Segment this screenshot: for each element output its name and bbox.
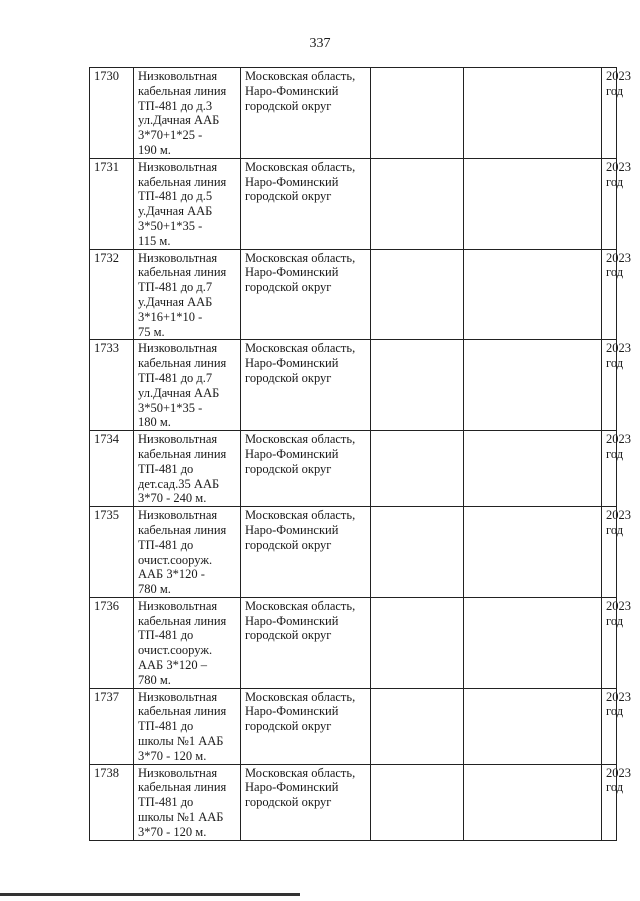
object-name: Низковольтная кабельная линия ТП-481 до школы №1 ААБ 3*70 - 120 м. [134, 764, 241, 840]
object-location: Московская область, Наро-Фоминский городской округ [241, 431, 371, 507]
object-name: Низковольтная кабельная линия ТП-481 до д.7 ул.Дачная ААБ 3*50+1*35 - 180 м. [134, 340, 241, 431]
object-location: Московская область, Наро-Фоминский городской округ [241, 688, 371, 764]
empty-cell [371, 249, 464, 340]
object-name: Низковольтная кабельная линия ТП-481 до д.3 ул.Дачная ААБ 3*70+1*25 - 190 м. [134, 68, 241, 159]
registry-table [89, 67, 631, 841]
table-row [90, 249, 617, 340]
empty-cell [371, 688, 464, 764]
empty-cell [464, 249, 602, 340]
row-number: 1735 [90, 507, 134, 598]
empty-cell [371, 507, 464, 598]
object-name: Низковольтная кабельная линия ТП-481 до д.5 у.Дачная ААБ 3*50+1*35 - 115 м. [134, 158, 241, 249]
empty-cell [371, 340, 464, 431]
object-year: 2023 год [602, 431, 617, 507]
object-location: Московская область, Наро-Фоминский городской округ [241, 507, 371, 598]
empty-cell [371, 68, 464, 159]
object-year: 2023 год [602, 597, 617, 688]
empty-cell [464, 340, 602, 431]
row-number: 1733 [90, 340, 134, 431]
empty-cell [464, 688, 602, 764]
empty-cell [464, 68, 602, 159]
empty-cell [371, 431, 464, 507]
page-number: 337 [309, 36, 331, 51]
row-number: 1731 [90, 158, 134, 249]
empty-cell [371, 597, 464, 688]
object-year: 2023 год [602, 507, 617, 598]
object-year: 2023 год [602, 688, 617, 764]
row-number: 1736 [90, 597, 134, 688]
table-row [90, 764, 617, 840]
object-location: Московская область, Наро-Фоминский городской округ [241, 340, 371, 431]
empty-cell [371, 158, 464, 249]
object-year: 2023 год [602, 249, 617, 340]
table-row [90, 688, 617, 764]
row-number: 1738 [90, 764, 134, 840]
table-row [90, 431, 617, 507]
row-number: 1732 [90, 249, 134, 340]
object-location: Московская область, Наро-Фоминский городской округ [241, 158, 371, 249]
table-row [90, 597, 617, 688]
object-name: Низковольтная кабельная линия ТП-481 до очист.сооруж. ААБ 3*120 – 780 м. [134, 597, 241, 688]
table-row [90, 340, 617, 431]
row-number: 1734 [90, 431, 134, 507]
object-year: 2023 год [602, 340, 617, 431]
object-location: Московская область, Наро-Фоминский городской округ [241, 249, 371, 340]
empty-cell [464, 431, 602, 507]
empty-cell [464, 764, 602, 840]
empty-cell [464, 597, 602, 688]
scan-edge-line [0, 893, 300, 896]
table-row [90, 68, 617, 159]
object-year: 2023 год [602, 764, 617, 840]
object-name: Низковольтная кабельная линия ТП-481 до очист.сооруж. ААБ 3*120 - 780 м. [134, 507, 241, 598]
object-year: 2023 год [602, 68, 617, 159]
object-location: Московская область, Наро-Фоминский городской округ [241, 764, 371, 840]
object-location: Московская область, Наро-Фоминский городской округ [241, 597, 371, 688]
object-name: Низковольтная кабельная линия ТП-481 до д.7 у.Дачная ААБ 3*16+1*10 - 75 м. [134, 249, 241, 340]
object-name: Низковольтная кабельная линия ТП-481 до дет.сад.35 ААБ 3*70 - 240 м. [134, 431, 241, 507]
empty-cell [371, 764, 464, 840]
empty-cell [464, 507, 602, 598]
table-row [90, 158, 617, 249]
table-row [90, 507, 617, 598]
row-number: 1737 [90, 688, 134, 764]
object-name: Низковольтная кабельная линия ТП-481 до школы №1 ААБ 3*70 - 120 м. [134, 688, 241, 764]
row-number: 1730 [90, 68, 134, 159]
object-year: 2023 год [602, 158, 617, 249]
empty-cell [464, 158, 602, 249]
object-location: Московская область, Наро-Фоминский городской округ [241, 68, 371, 159]
